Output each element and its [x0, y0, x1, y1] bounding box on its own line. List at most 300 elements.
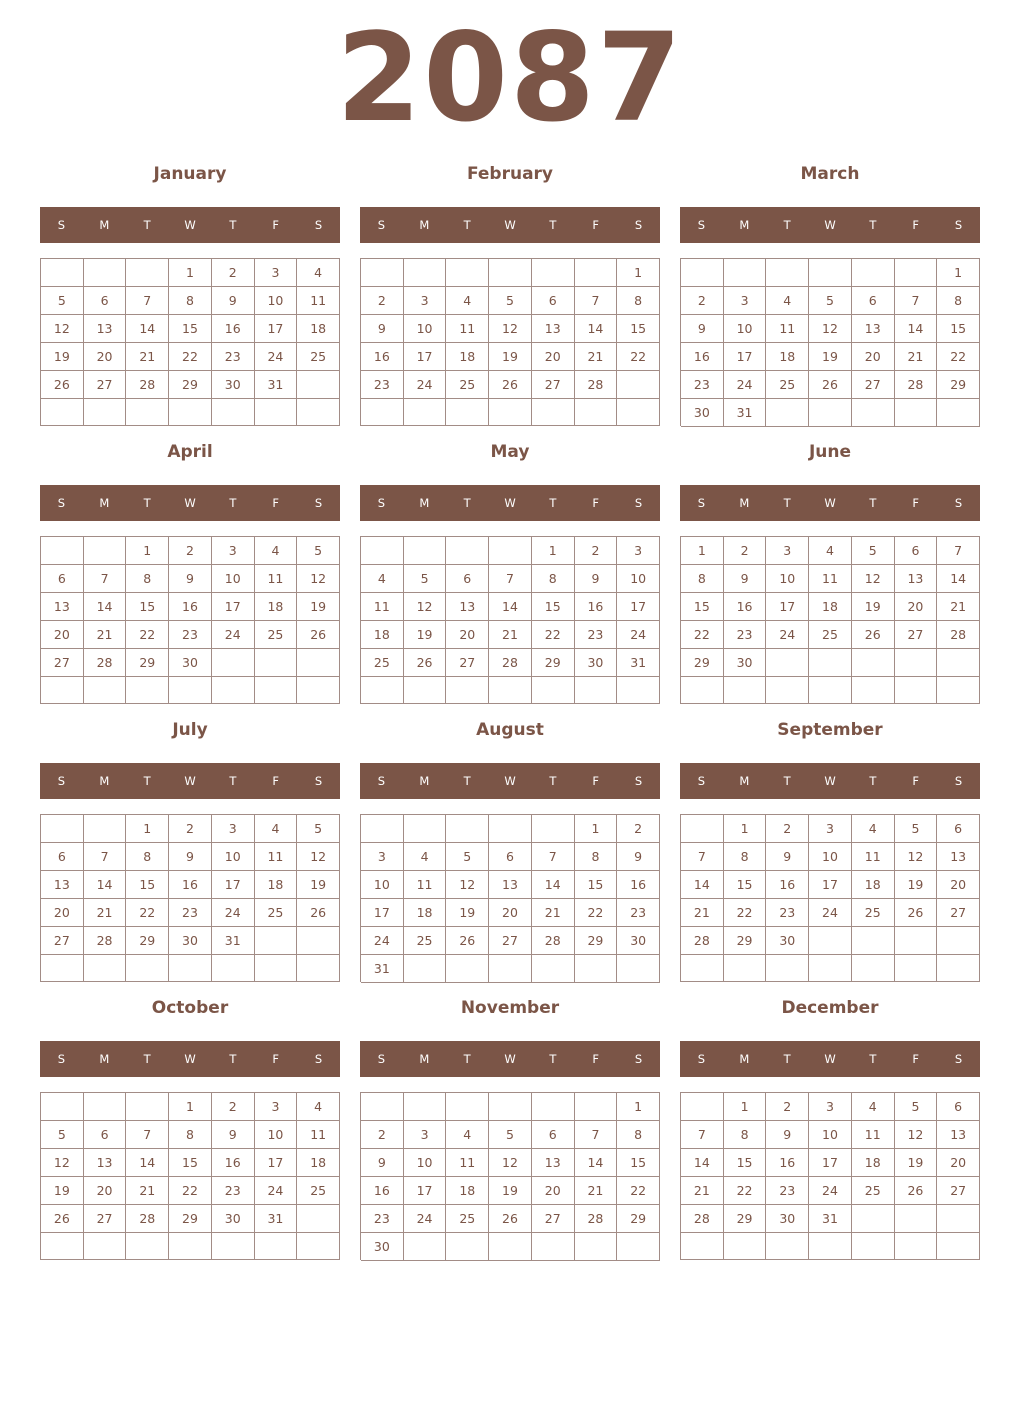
day-cell: 11 [852, 1121, 895, 1149]
day-cell: 2 [766, 1093, 809, 1121]
day-cell: 1 [575, 815, 618, 843]
empty-cell [724, 1233, 767, 1260]
day-cell: 23 [212, 343, 255, 371]
day-cell: 10 [809, 1121, 852, 1149]
empty-cell [532, 399, 575, 426]
weekday-label: W [504, 218, 516, 232]
weekday-header [680, 207, 980, 243]
day-cell: 5 [297, 537, 340, 565]
day-cell: 15 [169, 1149, 212, 1177]
day-cell: 17 [724, 343, 767, 371]
day-cell: 22 [617, 1177, 660, 1205]
month-name: September [777, 720, 883, 740]
empty-cell [809, 649, 852, 677]
day-cell: 7 [681, 843, 724, 871]
day-cell: 30 [724, 649, 767, 677]
empty-cell [766, 955, 809, 982]
day-cell: 11 [255, 565, 298, 593]
day-cell: 1 [681, 537, 724, 565]
day-cell: 16 [361, 1177, 404, 1205]
day-cell: 26 [446, 927, 489, 955]
empty-cell [617, 677, 660, 704]
empty-cell [532, 1233, 575, 1261]
empty-cell [681, 677, 724, 704]
day-cell: 23 [681, 371, 724, 399]
weekday-label: T [783, 496, 791, 510]
day-cell: 17 [617, 593, 660, 621]
empty-cell [41, 399, 84, 426]
weekday-label: F [272, 496, 280, 510]
month-name: March [800, 164, 860, 184]
weekday-label: M [739, 496, 750, 510]
day-cell: 31 [724, 399, 767, 427]
empty-cell [126, 399, 169, 426]
day-cell: 14 [126, 1149, 169, 1177]
day-cell: 24 [404, 1205, 447, 1233]
day-cell: 23 [724, 621, 767, 649]
day-cell: 15 [532, 593, 575, 621]
day-cell: 15 [617, 1149, 660, 1177]
empty-cell [361, 537, 404, 565]
empty-cell [575, 1233, 618, 1261]
day-cell: 11 [255, 843, 298, 871]
empty-cell [361, 399, 404, 426]
day-cell: 14 [895, 315, 938, 343]
day-cell: 6 [852, 287, 895, 315]
empty-cell [297, 649, 340, 677]
day-grid [40, 258, 340, 426]
day-cell: 29 [724, 1205, 767, 1233]
day-cell: 19 [446, 899, 489, 927]
day-cell: 27 [852, 371, 895, 399]
day-cell: 5 [852, 537, 895, 565]
day-cell: 14 [84, 593, 127, 621]
day-cell: 28 [532, 927, 575, 955]
day-cell: 27 [41, 649, 84, 677]
empty-cell [766, 677, 809, 704]
day-cell: 23 [169, 899, 212, 927]
day-cell: 16 [766, 1149, 809, 1177]
weekday-label: T [869, 218, 877, 232]
day-cell: 21 [895, 343, 938, 371]
day-cell: 11 [446, 1149, 489, 1177]
empty-cell [255, 399, 298, 426]
empty-cell [84, 677, 127, 704]
day-cell: 25 [852, 899, 895, 927]
empty-cell [361, 677, 404, 704]
day-cell: 1 [126, 537, 169, 565]
day-cell: 12 [41, 315, 84, 343]
weekday-label: S [954, 218, 963, 232]
day-cell: 17 [404, 1177, 447, 1205]
empty-cell [852, 399, 895, 427]
weekday-label: T [229, 774, 237, 788]
day-cell: 16 [681, 343, 724, 371]
empty-cell [446, 259, 489, 287]
empty-cell [532, 259, 575, 287]
day-cell: 4 [852, 815, 895, 843]
weekday-label: M [99, 774, 110, 788]
weekday-label: M [419, 496, 430, 510]
weekday-label: S [377, 496, 386, 510]
empty-cell [41, 1093, 84, 1121]
empty-cell [809, 955, 852, 982]
day-cell: 2 [681, 287, 724, 315]
day-cell: 11 [809, 565, 852, 593]
day-cell: 13 [532, 315, 575, 343]
day-cell: 8 [681, 565, 724, 593]
year-title: 2087 [336, 7, 684, 149]
day-cell: 1 [617, 259, 660, 287]
day-cell: 2 [766, 815, 809, 843]
day-cell: 21 [126, 343, 169, 371]
empty-cell [212, 1233, 255, 1260]
day-cell: 22 [169, 343, 212, 371]
weekday-label: T [783, 774, 791, 788]
weekday-header [360, 207, 660, 243]
day-cell: 23 [617, 899, 660, 927]
day-cell: 30 [766, 1205, 809, 1233]
empty-cell [126, 1233, 169, 1260]
weekday-label: M [99, 1052, 110, 1066]
day-cell: 9 [575, 565, 618, 593]
empty-cell [255, 955, 298, 982]
day-cell: 8 [126, 565, 169, 593]
day-cell: 26 [297, 899, 340, 927]
day-cell: 16 [766, 871, 809, 899]
empty-cell [297, 1205, 340, 1233]
day-cell: 9 [169, 843, 212, 871]
day-cell: 19 [297, 871, 340, 899]
day-cell: 29 [575, 927, 618, 955]
day-cell: 20 [84, 343, 127, 371]
month-name: February [466, 164, 554, 184]
empty-cell [809, 1233, 852, 1260]
day-cell: 8 [724, 843, 767, 871]
empty-cell [446, 815, 489, 843]
day-cell: 3 [404, 1121, 447, 1149]
day-cell: 15 [575, 871, 618, 899]
day-cell: 4 [255, 815, 298, 843]
day-cell: 23 [361, 371, 404, 399]
day-cell: 19 [489, 343, 532, 371]
empty-cell [404, 1233, 447, 1261]
day-cell: 1 [126, 815, 169, 843]
weekday-label: W [824, 496, 836, 510]
weekday-label: T [229, 1052, 237, 1066]
month-name: July [172, 720, 208, 740]
empty-cell [895, 399, 938, 427]
weekday-label: M [419, 218, 430, 232]
day-cell: 17 [809, 1149, 852, 1177]
day-cell: 18 [361, 621, 404, 649]
empty-cell [41, 537, 84, 565]
day-cell: 13 [84, 315, 127, 343]
weekday-label: S [634, 774, 643, 788]
empty-cell [809, 927, 852, 955]
weekday-header [360, 485, 660, 521]
empty-cell [766, 1233, 809, 1260]
weekday-label: W [824, 1052, 836, 1066]
day-cell: 25 [297, 343, 340, 371]
day-cell: 3 [361, 843, 404, 871]
day-cell: 20 [895, 593, 938, 621]
empty-cell [852, 649, 895, 677]
day-cell: 12 [489, 315, 532, 343]
day-cell: 12 [297, 565, 340, 593]
empty-cell [895, 1205, 938, 1233]
day-cell: 6 [532, 1121, 575, 1149]
day-cell: 12 [489, 1149, 532, 1177]
day-cell: 6 [41, 565, 84, 593]
day-cell: 28 [895, 371, 938, 399]
day-cell: 28 [937, 621, 980, 649]
empty-cell [852, 927, 895, 955]
day-cell: 31 [617, 649, 660, 677]
empty-cell [41, 1233, 84, 1260]
day-cell: 23 [575, 621, 618, 649]
day-cell: 6 [937, 1093, 980, 1121]
day-cell: 12 [895, 843, 938, 871]
day-cell: 16 [169, 593, 212, 621]
day-cell: 14 [532, 871, 575, 899]
day-cell: 31 [255, 371, 298, 399]
day-cell: 26 [895, 899, 938, 927]
empty-cell [361, 815, 404, 843]
weekday-label: T [463, 1052, 471, 1066]
day-grid [360, 814, 660, 982]
day-cell: 2 [617, 815, 660, 843]
day-cell: 21 [575, 1177, 618, 1205]
empty-cell [937, 1233, 980, 1260]
day-cell: 9 [766, 843, 809, 871]
weekday-label: W [504, 496, 516, 510]
empty-cell [852, 677, 895, 704]
month-name: April [167, 442, 213, 462]
empty-cell [84, 815, 127, 843]
day-cell: 11 [297, 1121, 340, 1149]
day-cell: 5 [297, 815, 340, 843]
day-grid [40, 536, 340, 704]
empty-cell [446, 1093, 489, 1121]
empty-cell [126, 259, 169, 287]
day-cell: 14 [681, 1149, 724, 1177]
month-name: June [808, 442, 852, 462]
day-cell: 28 [126, 371, 169, 399]
day-cell: 19 [895, 871, 938, 899]
day-cell: 2 [361, 287, 404, 315]
day-cell: 30 [361, 1233, 404, 1261]
day-cell: 6 [895, 537, 938, 565]
empty-cell [489, 1233, 532, 1261]
empty-cell [724, 677, 767, 704]
weekday-label: S [57, 496, 66, 510]
day-cell: 20 [852, 343, 895, 371]
day-cell: 13 [41, 593, 84, 621]
empty-cell [126, 1093, 169, 1121]
weekday-label: T [869, 774, 877, 788]
day-cell: 22 [532, 621, 575, 649]
empty-cell [212, 649, 255, 677]
empty-cell [575, 399, 618, 426]
day-cell: 17 [212, 593, 255, 621]
day-cell: 9 [766, 1121, 809, 1149]
day-cell: 9 [681, 315, 724, 343]
day-cell: 30 [575, 649, 618, 677]
day-cell: 27 [937, 899, 980, 927]
empty-cell [361, 259, 404, 287]
day-cell: 2 [724, 537, 767, 565]
day-cell: 22 [126, 899, 169, 927]
weekday-label: S [954, 1052, 963, 1066]
day-cell: 14 [937, 565, 980, 593]
weekday-label: T [229, 218, 237, 232]
day-cell: 1 [724, 1093, 767, 1121]
day-cell: 31 [255, 1205, 298, 1233]
day-cell: 26 [41, 371, 84, 399]
day-cell: 20 [41, 899, 84, 927]
weekday-label: T [229, 496, 237, 510]
day-cell: 28 [84, 927, 127, 955]
day-cell: 15 [681, 593, 724, 621]
day-cell: 10 [212, 565, 255, 593]
day-cell: 27 [937, 1177, 980, 1205]
empty-cell [681, 1233, 724, 1260]
month-name: August [476, 720, 544, 740]
day-cell: 7 [575, 287, 618, 315]
empty-cell [446, 537, 489, 565]
day-cell: 3 [724, 287, 767, 315]
weekday-header [40, 763, 340, 799]
day-cell: 8 [617, 287, 660, 315]
empty-cell [212, 677, 255, 704]
day-cell: 3 [809, 815, 852, 843]
day-cell: 23 [766, 1177, 809, 1205]
day-cell: 11 [852, 843, 895, 871]
day-cell: 28 [681, 1205, 724, 1233]
empty-cell [126, 955, 169, 982]
weekday-label: S [697, 496, 706, 510]
day-cell: 1 [169, 1093, 212, 1121]
day-cell: 24 [617, 621, 660, 649]
day-cell: 13 [895, 565, 938, 593]
day-cell: 6 [489, 843, 532, 871]
day-cell: 8 [532, 565, 575, 593]
day-cell: 27 [84, 371, 127, 399]
empty-cell [489, 815, 532, 843]
day-cell: 26 [41, 1205, 84, 1233]
day-cell: 15 [126, 871, 169, 899]
day-cell: 4 [255, 537, 298, 565]
day-cell: 3 [212, 815, 255, 843]
day-cell: 24 [255, 343, 298, 371]
day-cell: 24 [212, 899, 255, 927]
empty-cell [489, 1093, 532, 1121]
day-cell: 6 [84, 1121, 127, 1149]
day-cell: 5 [895, 815, 938, 843]
day-cell: 18 [255, 593, 298, 621]
day-cell: 29 [126, 649, 169, 677]
weekday-label: M [419, 774, 430, 788]
day-cell: 18 [446, 1177, 489, 1205]
day-cell: 16 [212, 1149, 255, 1177]
empty-cell [809, 399, 852, 427]
day-cell: 8 [169, 287, 212, 315]
empty-cell [575, 1093, 618, 1121]
weekday-label: M [739, 1052, 750, 1066]
empty-cell [84, 259, 127, 287]
empty-cell [41, 815, 84, 843]
day-cell: 18 [766, 343, 809, 371]
weekday-label: S [634, 496, 643, 510]
day-cell: 18 [809, 593, 852, 621]
day-cell: 5 [809, 287, 852, 315]
empty-cell [766, 399, 809, 427]
day-cell: 16 [617, 871, 660, 899]
day-cell: 27 [41, 927, 84, 955]
empty-cell [575, 955, 618, 983]
weekday-header [680, 1041, 980, 1077]
day-cell: 26 [489, 1205, 532, 1233]
weekday-label: T [783, 218, 791, 232]
weekday-header [360, 1041, 660, 1077]
day-cell: 25 [297, 1177, 340, 1205]
day-cell: 4 [404, 843, 447, 871]
empty-cell [809, 259, 852, 287]
day-cell: 7 [84, 565, 127, 593]
day-cell: 2 [212, 1093, 255, 1121]
empty-cell [617, 371, 660, 399]
day-cell: 20 [937, 871, 980, 899]
day-cell: 13 [489, 871, 532, 899]
empty-cell [532, 677, 575, 704]
empty-cell [681, 815, 724, 843]
empty-cell [937, 1205, 980, 1233]
day-cell: 10 [404, 315, 447, 343]
day-cell: 4 [809, 537, 852, 565]
month-name: October [151, 998, 229, 1018]
day-cell: 10 [255, 1121, 298, 1149]
weekday-label: S [377, 774, 386, 788]
day-cell: 4 [852, 1093, 895, 1121]
empty-cell [937, 677, 980, 704]
day-cell: 14 [681, 871, 724, 899]
day-cell: 15 [169, 315, 212, 343]
empty-cell [766, 259, 809, 287]
weekday-label: W [504, 1052, 516, 1066]
day-cell: 7 [575, 1121, 618, 1149]
weekday-label: W [184, 1052, 196, 1066]
day-cell: 2 [575, 537, 618, 565]
day-cell: 3 [212, 537, 255, 565]
day-cell: 15 [937, 315, 980, 343]
weekday-label: F [272, 1052, 280, 1066]
weekday-label: T [463, 496, 471, 510]
day-cell: 19 [489, 1177, 532, 1205]
empty-cell [446, 1233, 489, 1261]
empty-cell [297, 955, 340, 982]
empty-cell [169, 677, 212, 704]
empty-cell [169, 955, 212, 982]
empty-cell [361, 1093, 404, 1121]
weekday-label: T [143, 1052, 151, 1066]
month-name: May [490, 442, 530, 462]
empty-cell [724, 955, 767, 982]
empty-cell [41, 955, 84, 982]
empty-cell [84, 537, 127, 565]
day-cell: 20 [489, 899, 532, 927]
day-grid [360, 536, 660, 704]
